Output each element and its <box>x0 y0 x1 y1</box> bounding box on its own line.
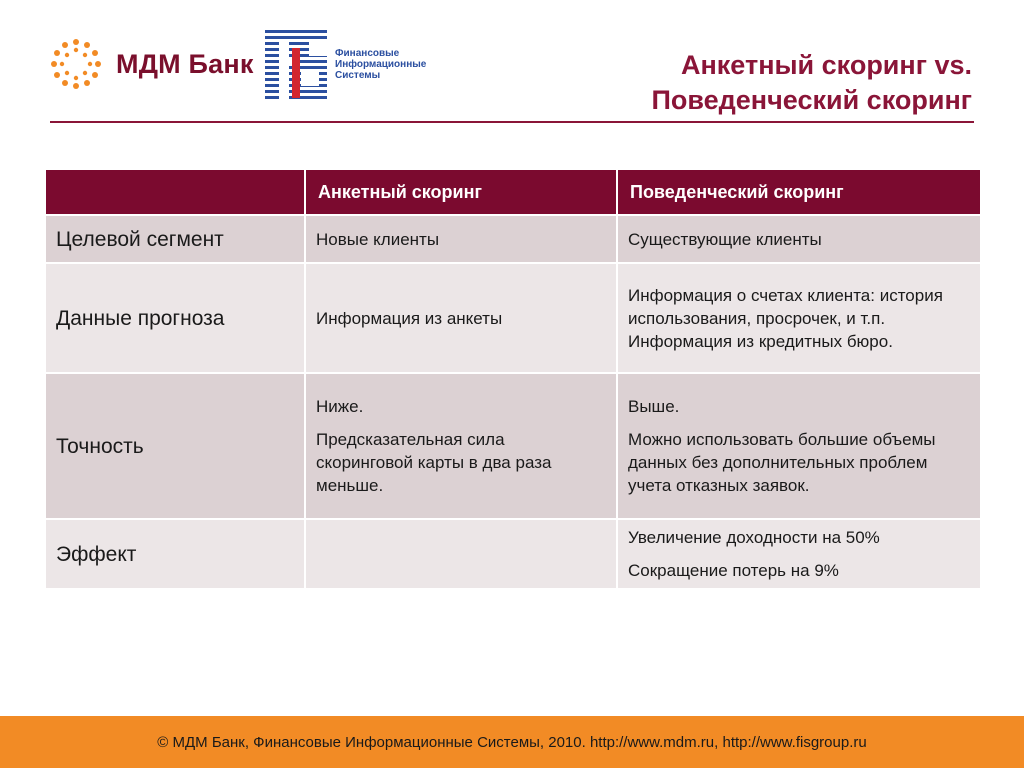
mdm-logo <box>48 36 254 92</box>
slide-title <box>652 48 973 118</box>
row-label: Целевой сегмент <box>45 215 305 263</box>
fis-caption <box>335 48 426 81</box>
table-row <box>45 519 981 589</box>
cell-text: Информация о счетах клиента: история использования, просрочек, и т.п. Информация из кредитных бюро. <box>628 285 943 351</box>
table-cell <box>617 519 981 589</box>
row-label: Эффект <box>45 519 305 589</box>
row-label: Данные прогноза <box>45 263 305 373</box>
fis-logo <box>265 28 426 100</box>
table-cell <box>617 373 981 519</box>
fis-caption-line3: Системы <box>335 69 381 81</box>
cell-text: Увеличение доходности на 50% <box>628 528 880 547</box>
slide-title-line2: Поведенческий скоринг <box>651 85 972 115</box>
slide-header <box>0 0 1024 130</box>
fis-letters-icon <box>265 28 327 100</box>
slide-title-line1: Анкетный скоринг vs. <box>680 50 972 80</box>
table-row <box>45 215 981 263</box>
footer-text: © МДМ Банк, Финансовые Информационные Системы, 2010. http://www.mdm.ru, http://www.fisgroup.ru <box>157 733 867 751</box>
cell-text: Существующие клиенты <box>628 229 822 249</box>
cell-text: Информация из анкеты <box>316 308 503 328</box>
table-cell <box>617 263 981 373</box>
table-cell <box>305 373 617 519</box>
table-row <box>45 263 981 373</box>
sun-logo-icon <box>48 36 104 92</box>
cell-text: Можно использовать большие объемы данных без дополнительных проблем учета отказных заявок. <box>628 430 936 495</box>
table-row <box>45 373 981 519</box>
column-header-questionnaire: Анкетный скоринг <box>305 169 617 215</box>
comparison-table <box>44 168 982 590</box>
table-cell <box>305 263 617 373</box>
cell-text: Ниже. <box>316 397 364 416</box>
column-header-empty <box>45 169 305 215</box>
cell-text: Новые клиенты <box>316 229 440 249</box>
table-cell <box>617 215 981 263</box>
cell-text: Предсказательная сила скоринговой карты в два раза меньше. <box>316 430 552 495</box>
table-cell <box>305 215 617 263</box>
footer-bar <box>0 716 1024 768</box>
header-divider <box>50 121 974 123</box>
table-header-row <box>45 169 981 215</box>
fis-caption-line1: Финансовые <box>335 47 400 59</box>
cell-text: Выше. <box>628 397 680 416</box>
column-header-behavioral: Поведенческий скоринг <box>617 169 981 215</box>
row-label: Точность <box>45 373 305 519</box>
cell-text: Сокращение потерь на 9% <box>628 561 839 580</box>
fis-caption-line2: Информационные <box>335 58 427 70</box>
bank-name: МДМ Банк <box>116 48 254 79</box>
table-cell <box>305 519 617 589</box>
